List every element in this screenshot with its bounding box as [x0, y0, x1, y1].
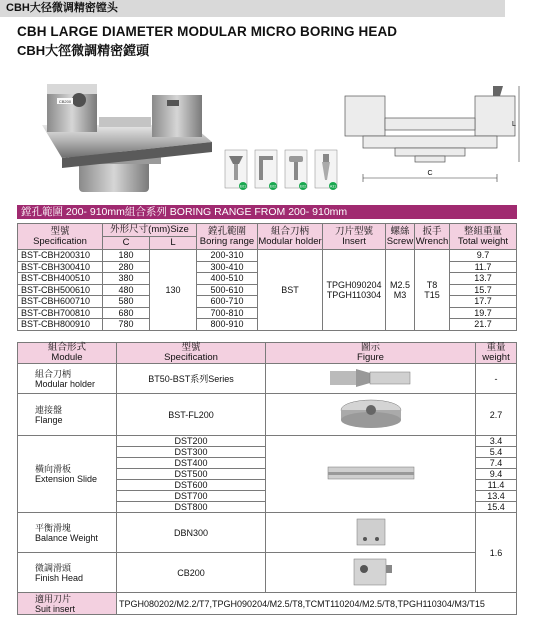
col-insert-cn: 刀片型號 [334, 225, 373, 237]
table-row: BST-CBH600710 580 600-710 17.7 [18, 296, 517, 308]
module-table [17, 342, 517, 615]
dimension-c-label: C [427, 170, 433, 177]
shared-weight: 1.6 [476, 513, 517, 593]
pin-icon [315, 150, 337, 190]
wrench-icon [285, 150, 307, 190]
screw-values: M2.5 M3 [386, 250, 415, 331]
col-mweight-en: weight [482, 352, 510, 363]
extension-slide-figure [326, 461, 416, 485]
table-row: 適用刀片 Suit insert TPGH080202/M2.2/T7,TPGH090204/M2.5/T8,TCMT110204/M2.5/T8,TPGH110304/M3/T15 [18, 593, 517, 615]
table-row: BST-CBH700810 680 700-810 19.7 [18, 307, 517, 319]
col-holder-en: Modular holder [258, 235, 322, 247]
flange-figure [336, 396, 406, 432]
boring-range-banner: 鏜孔範圍 200- 910mm組合系列 BORING RANGE FROM 200- 910mm [17, 205, 517, 219]
screw-icon [225, 150, 247, 190]
col-range-en: Boring range [199, 235, 255, 247]
col-screw-en: Screw [386, 235, 414, 247]
svg-text:E02: E02 [299, 184, 307, 189]
col-weight-en: Total weight [457, 235, 509, 247]
svg-text:E01: E01 [239, 184, 247, 189]
boring-head-photo [17, 70, 222, 200]
table-row: DST800 15.4 [18, 502, 517, 513]
photo-plate-text: CB200 [58, 99, 72, 104]
col-figure-cn: 圖示 [360, 342, 380, 353]
table-row: DST400 7.4 [18, 458, 517, 469]
col-module-en: Module [51, 352, 83, 363]
col-holder-cn: 組合刀柄 [270, 225, 309, 237]
holder-value: BST [258, 250, 323, 331]
key-icon [255, 150, 277, 190]
table-row: BST-CBH400510 380 400-510 13.7 [18, 273, 517, 285]
table-row: BST-CBH200310 180 130 200-310 BST TPGH090204 TPGH110304 M2.5 M3 T8 T15 9.7 [18, 250, 517, 262]
table-row: DST300 5.4 [18, 447, 517, 458]
table-row: 平衡滑塊 Balance Weight DBN300 1.6 [18, 513, 517, 553]
spec-table [17, 223, 517, 331]
dimension-l-label: L [512, 121, 516, 128]
header-bar: CBH大径微调精密镗头 [0, 0, 505, 17]
table-row: BST-CBH800910 780 800-910 21.7 [18, 319, 517, 331]
svg-text:E02: E02 [269, 184, 277, 189]
modular-holder-figure [326, 365, 416, 391]
table-row: 組合刀柄 Modular holder BT50-BST系列Series - [18, 364, 517, 394]
svg-text:A31: A31 [329, 184, 337, 189]
page-title-en: CBH LARGE DIAMETER MODULAR MICRO BORING HEAD [17, 24, 398, 39]
table-row: BST-CBH500610 480 500-610 15.7 [18, 284, 517, 296]
page-title-cn: CBH大徑微調精密鏜頭 [17, 43, 150, 58]
accessory-tools-image [223, 148, 348, 193]
table-row: 橫向滑板 Extension Slide DST200 3.4 [18, 436, 517, 447]
insert-values: TPGH090204 TPGH110304 [323, 250, 386, 331]
table-row: DST500 9.4 [18, 469, 517, 480]
dimension-drawing [335, 78, 525, 188]
table-row: DST600 11.4 [18, 480, 517, 491]
table-row: 連接盤 Flange BST-FL200 2.7 [18, 394, 517, 436]
table-row: BST-CBH300410 280 300-410 11.7 [18, 261, 517, 273]
col-spec-en: Specification [33, 235, 87, 247]
col-wrench-en: Wrench [415, 235, 449, 247]
finish-head-figure [346, 555, 396, 589]
balance-weight-figure [351, 515, 391, 549]
col-insert-en: Insert [342, 235, 366, 247]
col-mspec-cn: 型號 [181, 342, 201, 353]
col-wrench-cn: 扳手 [422, 225, 442, 237]
col-size-l: L [150, 237, 197, 250]
col-size: 外形尺寸(mm)Size [103, 224, 197, 237]
suit-insert-value: TPGH080202/M2.2/T7,TPGH090204/M2.5/T8,TCMT110204/M2.5/T8,TPGH110304/M3/T15 [117, 593, 517, 615]
col-figure-en: Figure [357, 352, 384, 363]
col-weight-cn: 整組重量 [463, 225, 502, 237]
wrench-values: T8 T15 [415, 250, 450, 331]
col-mspec-en: Specification [164, 352, 218, 363]
table-row: DST700 13.4 [18, 491, 517, 502]
table-row: 微調滑頭 Finish Head CB200 [18, 553, 517, 593]
col-module-cn: 組合形式 [47, 342, 86, 353]
col-spec-cn: 型號 [50, 225, 70, 237]
col-screw-cn: 螺絲 [390, 225, 410, 237]
col-mweight-cn: 重量 [486, 342, 506, 353]
col-range-cn: 鏜孔範圍 [207, 225, 246, 237]
size-l-value: 130 [150, 250, 197, 331]
col-size-c: C [103, 237, 150, 250]
